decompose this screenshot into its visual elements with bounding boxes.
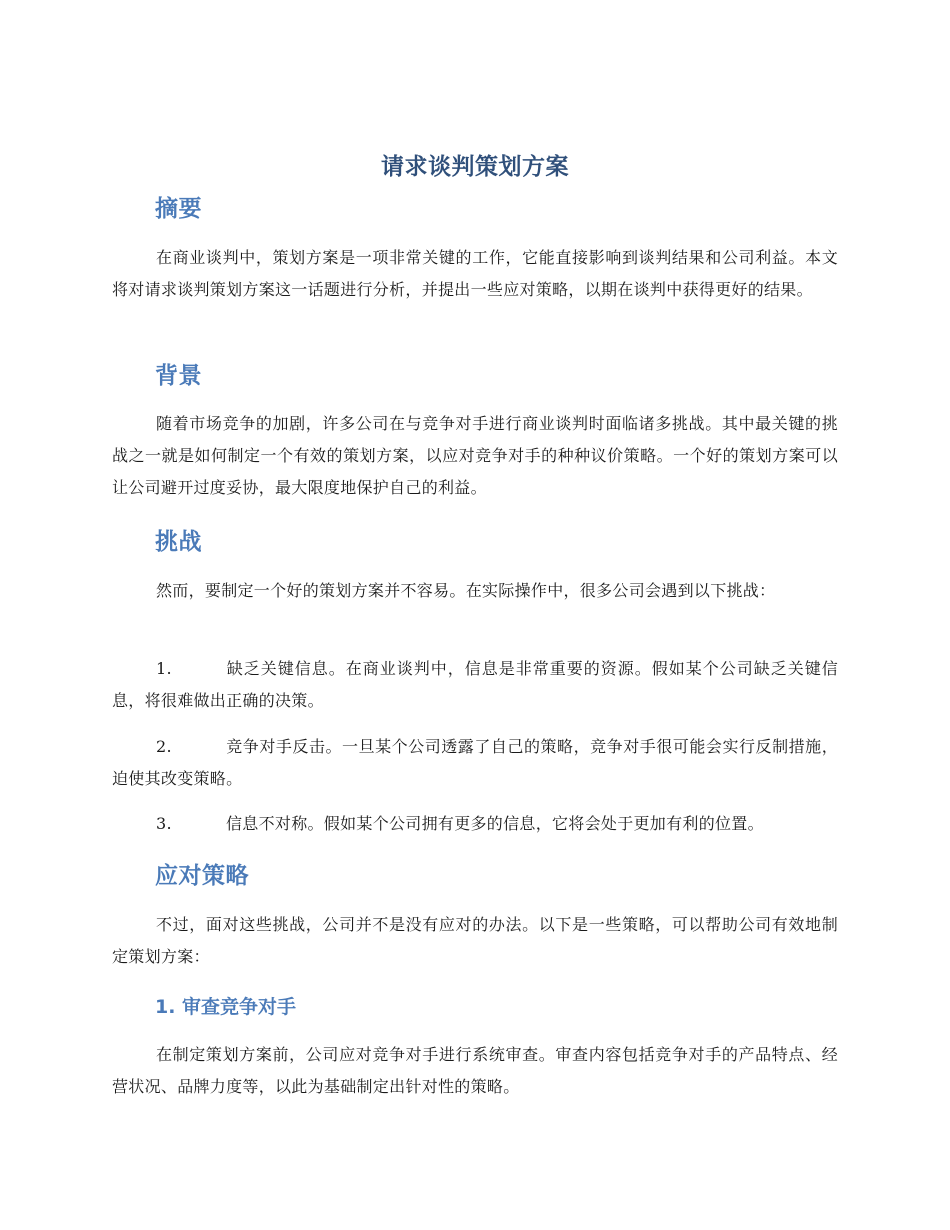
document-title: 请求谈判策划方案 [381,154,569,180]
paragraph-strategies: 不过，面对这些挑战，公司并不是没有应对的办法。以下是一些策略，可以帮助公司有效地制定策划方案： [112,915,838,966]
list-item-text: 竞争对手反击。一旦某个公司透露了自己的策略，竞争对手很可能会实行反制措施，迫使其改变策略。 [112,737,838,788]
list-item [112,731,838,795]
heading-strategies: 应对策略 [155,863,249,889]
heading-background: 背景 [155,363,202,389]
paragraph-abstract: 在商业谈判中，策划方案是一项非常关键的工作，它能直接影响到谈判结果和公司利益。本文将对请求谈判策划方案这一话题进行分析，并提出一些应对策略，以期在谈判中获得更好的结果。 [112,248,838,299]
heading-challenges: 挑战 [155,529,202,555]
paragraph-background: 随着市场竞争的加剧，许多公司在与竞争对手进行商业谈判时面临诸多挑战。其中最关键的挑战之一就是如何制定一个有效的策划方案，以应对竞争对手的种种议价策略。一个好的策划方案可以让公司避开过度妥协，最大限度地保护自己的利益。 [112,414,838,497]
list-item-number: 3. [156,814,172,833]
list-item-number: 2. [156,737,172,756]
list-item-text: 信息不对称。假如某个公司拥有更多的信息，它将会处于更加有利的位置。 [226,814,764,833]
subheading-review-competitors: 1. 审查竞争对手 [155,996,297,1018]
paragraph-review-competitors: 在制定策划方案前，公司应对竞争对手进行系统审查。审查内容包括竞争对手的产品特点、经营状况、品牌力度等，以此为基础制定出针对性的策略。 [112,1045,838,1096]
heading-abstract: 摘要 [155,196,202,222]
list-item [112,808,838,840]
list-item-text: 缺乏关键信息。在商业谈判中，信息是非常重要的资源。假如某个公司缺乏关键信息，将很难做出正确的决策。 [112,659,838,710]
paragraph-challenges: 然而，要制定一个好的策划方案并不容易。在实际操作中，很多公司会遇到以下挑战： [156,581,776,600]
list-item [112,653,838,717]
list-item-number: 1. [156,659,172,678]
